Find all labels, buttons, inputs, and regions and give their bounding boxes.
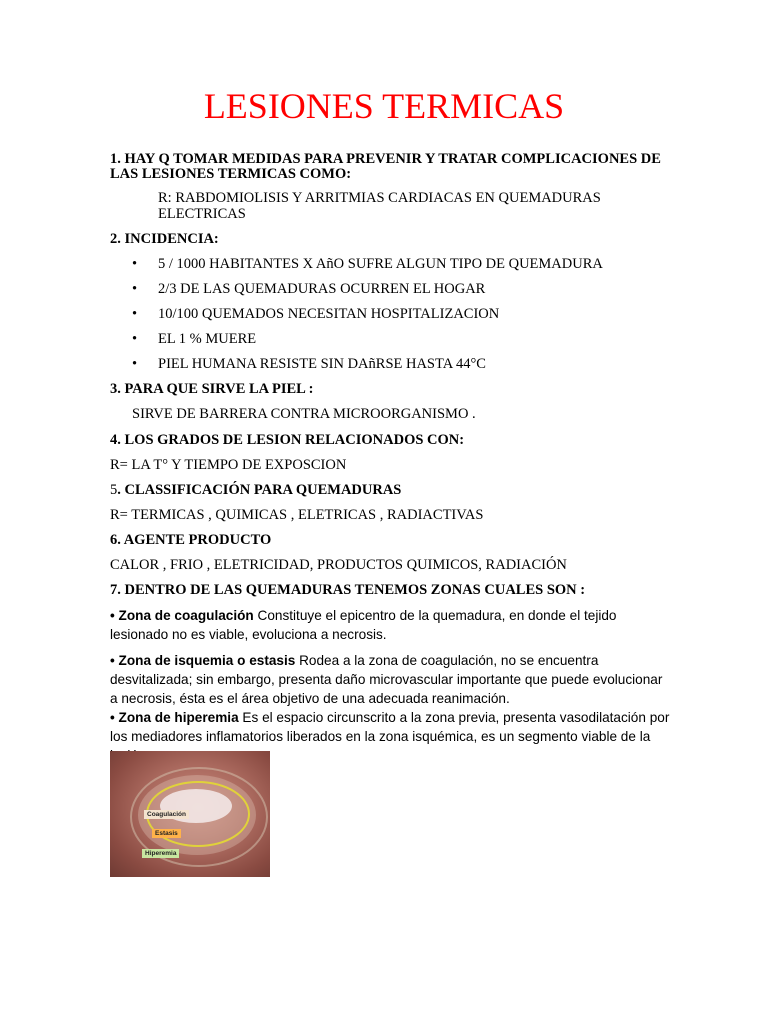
q3-answer: SIRVE DE BARRERA CONTRA MICROORGANISMO . <box>132 406 476 422</box>
incidence-item: PIEL HUMANA RESISTE SIN DAñRSE HASTA 44°C <box>158 356 486 372</box>
incidence-item: 2/3 DE LAS QUEMADURAS OCURREN EL HOGAR <box>158 281 486 297</box>
q1-answer-line2: ELECTRICAS <box>158 206 246 222</box>
zone-name: • Zona de isquemia o estasis <box>110 653 296 668</box>
label-coagulation: Coagulación <box>144 810 189 819</box>
q1-heading-line2: LAS LESIONES TERMICAS COMO: <box>110 166 352 182</box>
q4-heading: 4. LOS GRADOS DE LESION RELACIONADOS CON: <box>110 432 465 448</box>
q5-number: 5 <box>110 482 118 498</box>
bullet-marker: • <box>132 306 138 322</box>
q1-answer-line1: R: RABDOMIOLISIS Y ARRITMIAS CARDIACAS EN QUEMADURAS <box>158 190 601 206</box>
q6-answer: CALOR , FRIO , ELETRICIDAD, PRODUCTOS QUIMICOS, RADIACIÓN <box>110 557 567 573</box>
bullet-marker: • <box>132 356 138 372</box>
bullet-marker: • <box>132 331 138 347</box>
q5-answer: R= TERMICAS , QUIMICAS , ELETRICAS , RADIACTIVAS <box>110 507 484 523</box>
q3-heading: 3. PARA QUE SIRVE LA PIEL : <box>110 381 314 397</box>
burn-zones-photo <box>110 751 270 877</box>
zone-name: • Zona de hiperemia <box>110 710 239 725</box>
q5-heading <box>110 482 401 499</box>
bullet-marker: • <box>132 256 138 272</box>
zone-coagulation-paragraph <box>110 606 670 644</box>
q5-heading-text: . CLASSIFICACIÓN PARA QUEMADURAS <box>117 482 402 498</box>
zone-description: Es el espacio circunscrito a la zona previa, presenta vasodilatación por los mediadores inflamatorios liberados en la zona isquémica, es un segmento viable de la <box>110 710 670 744</box>
zone-name: • Zona de coagulación <box>110 608 254 623</box>
label-hyperemia: Hiperemia <box>142 849 179 858</box>
q1-heading-line1: 1. HAY Q TOMAR MEDIDAS PARA PREVENIR Y TRATAR COMPLICACIONES DE <box>110 151 661 167</box>
page-title: LESIONES TERMICAS <box>203 86 565 126</box>
bullet-marker: • <box>132 281 138 297</box>
zone-stasis-paragraph <box>110 651 670 708</box>
zone-description: Constituye el epicentro de la quemadura, en donde el tejido lesionado no es viable, evoluciona a necrosis. <box>110 608 617 642</box>
q7-heading: 7. DENTRO DE LAS QUEMADURAS TENEMOS ZONAS CUALES SON : <box>110 582 586 598</box>
q2-heading: 2. INCIDENCIA: <box>110 231 219 247</box>
q6-heading: 6. AGENTE PRODUCTO <box>110 532 272 548</box>
zone-description: Rodea a la zona de coagulación, no se encuentra desvitalizada; sin embargo, presenta daño microvascular importante que puede evolucionar a necrosis, ésta es el área objetivo de una adecuada reanimación. <box>110 653 663 706</box>
q4-answer: R= LA T° Y TIEMPO DE EXPOSCION <box>110 457 347 473</box>
incidence-item: 10/100 QUEMADOS NECESITAN HOSPITALIZACION <box>158 306 500 322</box>
incidence-item: EL 1 % MUERE <box>158 331 257 347</box>
label-stasis: Estasis <box>152 829 181 838</box>
incidence-item: 5 / 1000 HABITANTES X AñO SUFRE ALGUN TIPO DE QUEMADURA <box>158 256 603 272</box>
